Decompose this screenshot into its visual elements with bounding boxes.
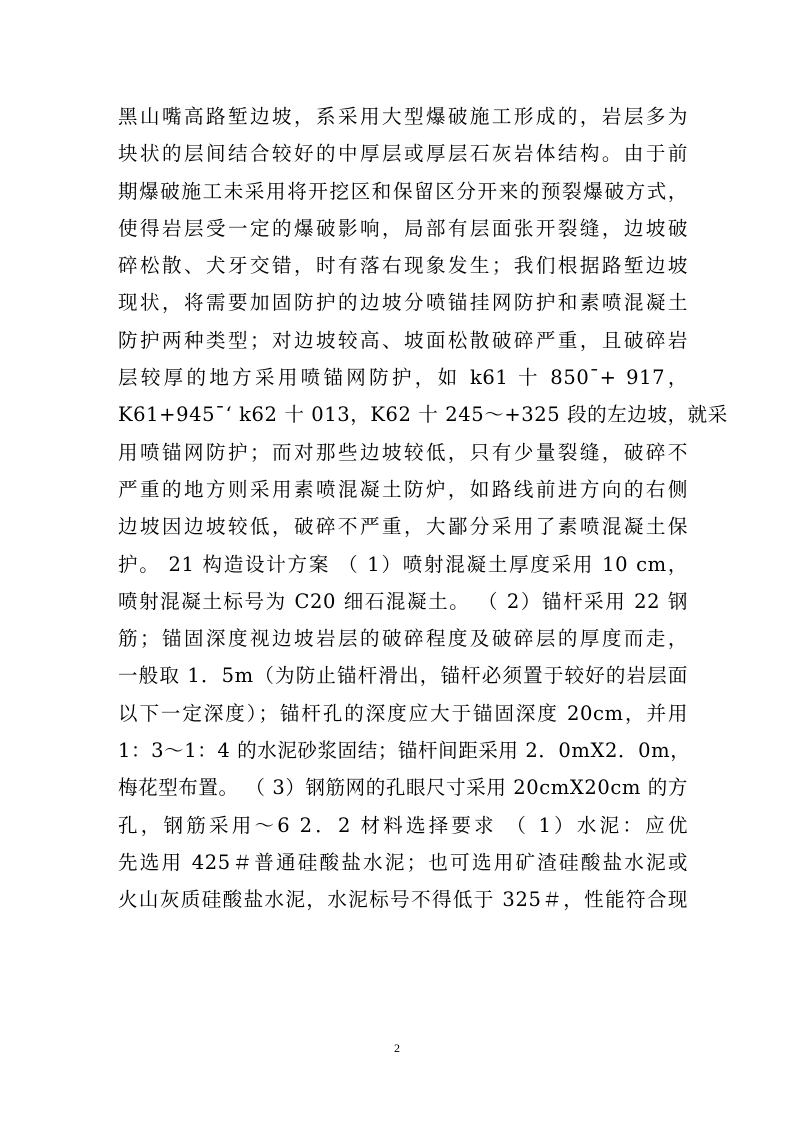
text-line: 防护两种类型；对边坡较高、坡面松散破碎严重，且破碎岩 [118,328,688,352]
text-line: 梅花型布置。 （ 3）钢筋网的孔眼尺寸采用 20cmX20cm 的方 [118,776,688,800]
text-line: 孔，钢筋采用～6 2．2 材料选择要求 （ 1）水泥：应优 [118,813,688,837]
text-line: 筋；锚固深度视边坡岩层的破碎程度及破碎层的厚度而走， [118,627,688,651]
text-line: 1：3～1：4 的水泥砂浆固结；锚杆间距采用 2．0mX2．0m， [118,739,691,763]
text-line: 用喷锚网防护；而对那些边坡较低，只有少量裂缝，破碎不 [118,440,688,464]
text-line: 层较厚的地方采用喷锚网防护，如 k61 十 850¯+ 917， [118,366,688,390]
body-text [118,98,728,919]
text-line: 块状的层间结合较好的中厚层或厚层石灰岩体结构。由于前 [118,142,688,166]
text-line: 期爆破施工未采用将开挖区和保留区分开来的预裂爆破方式， [118,179,688,203]
text-line: K61+945¯‘ k62 十 013，K62 十 245～+325 段的左边坡，就采 [118,403,728,427]
page-number: 2 [394,1041,400,1055]
text-line: 先选用 425＃普通硅酸盐水泥；也可选用矿渣硅酸盐水泥或 [118,850,688,874]
text-line: 一般取 1．5m（为防止锚杆滑出，锚杆必须置于较好的岩层面 [118,664,688,688]
text-line: 黑山嘴高路堑边坡，系采用大型爆破施工形成的，岩层多为 [118,105,688,128]
text-line: 边坡因边坡较低，破碎不严重，大鄙分采用了素喷混凝土保 [118,515,688,539]
text-line: 现状，将需要加固防护的边坡分喷锚挂网防护和素喷混凝土 [118,291,688,315]
text-line: 碎松散、犬牙交错，时有落右现象发生；我们根据路堑边坡 [118,254,688,278]
text-line: 火山灰质硅酸盐水泥，水泥标号不得低于 325＃，性能符合现 [118,888,688,912]
text-line: 严重的地方则采用素喷混凝土防炉，如路线前进方向的右侧 [118,477,688,501]
text-line: 喷射混凝土标号为 C20 细石混凝土。 （ 2）锚杆采用 22 钢 [118,589,688,613]
text-line: 以下一定深度）；锚杆孔的深度应大于锚固深度 20cm，并用 [118,701,688,725]
text-line: 使得岩层受一定的爆破影响，局部有层面张开裂缝，边坡破 [118,216,688,240]
text-line: 护。 21 构造设计方案 （ 1）喷射混凝土厚度采用 10 cm， [118,552,688,576]
